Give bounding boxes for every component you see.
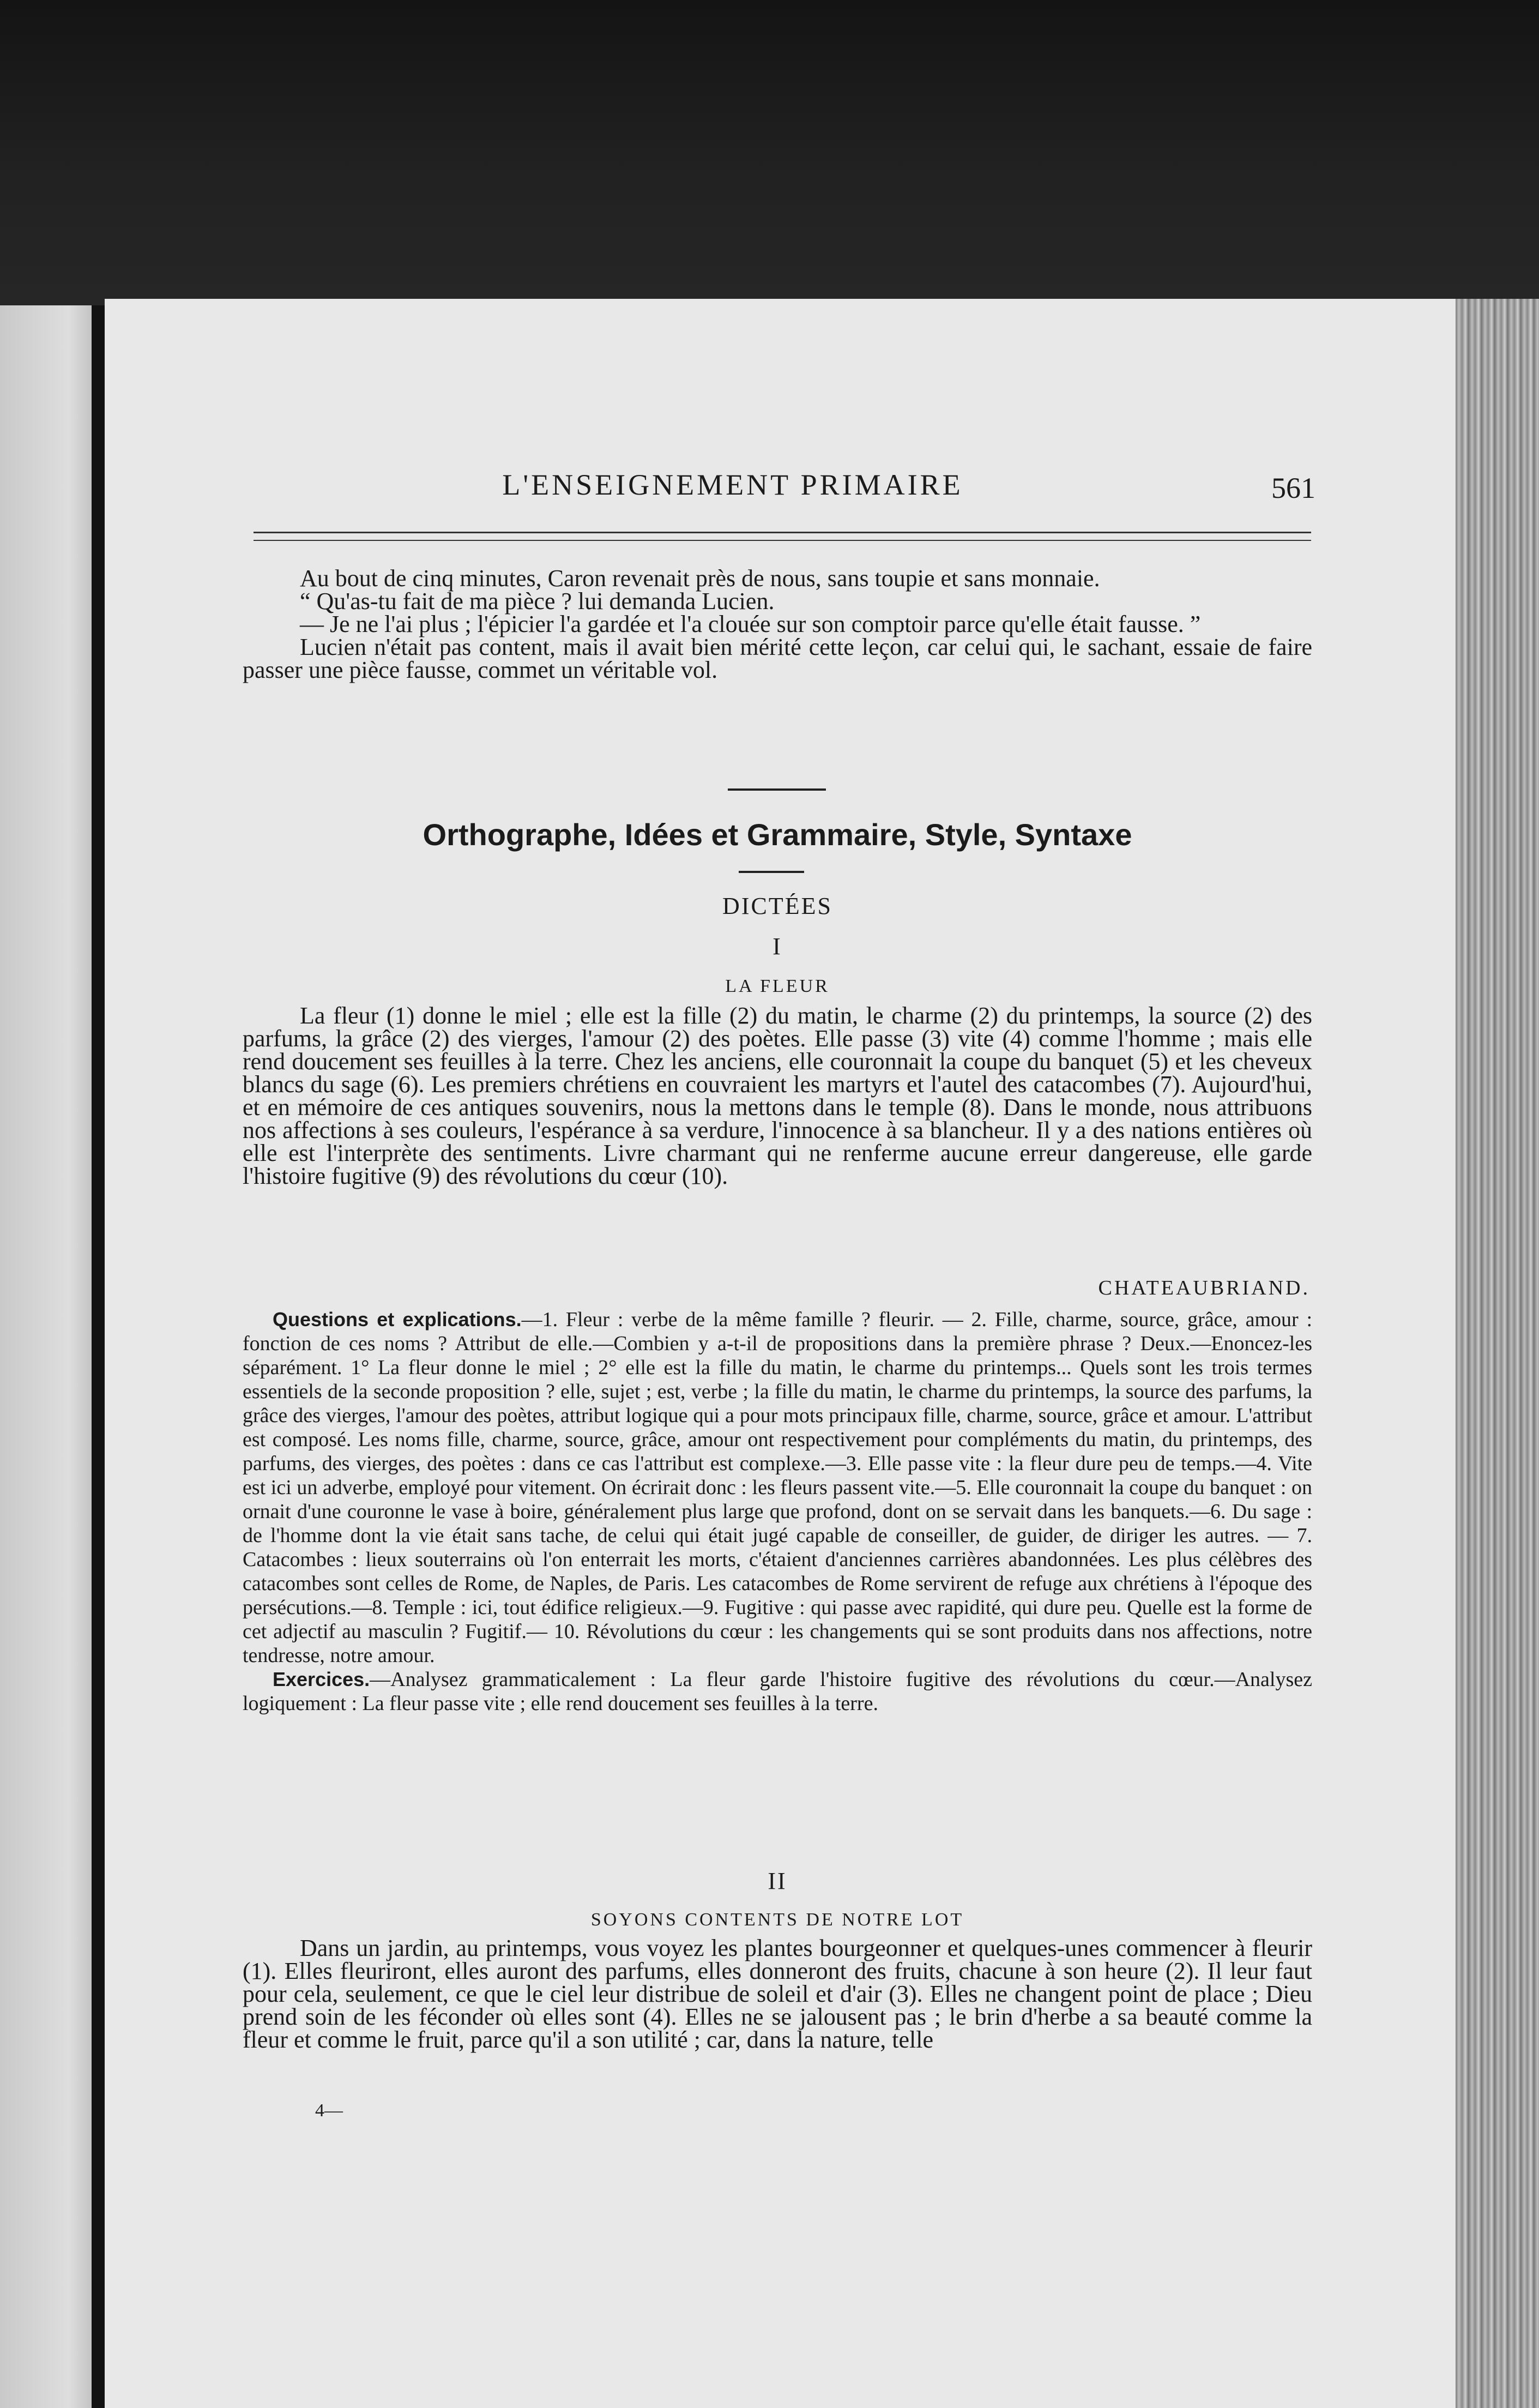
dictee-text <box>243 1937 1312 2051</box>
paragraph: “ Qu'as-tu fait de ma pièce ? lui demanda Lucien. <box>300 588 775 615</box>
separator-rule <box>739 871 804 873</box>
paragraph: — Je ne l'ai plus ; l'épicier l'a gardée et l'a clouée sur son comptoir parce qu'elle était fausse. ” <box>300 611 1201 637</box>
dictee-title: LA FLEUR <box>725 976 830 996</box>
facing-page-edge <box>0 305 98 2408</box>
paragraph: Dans un jardin, au printemps, vous voyez les plantes bourgeonner et quelques-unes commencer à fleurir (1). Elles fleuriront, elles auront des parfums, elles donneront des fruits, chacune à son heure (2). Il leur faut pour cela, seulement, ce que le ciel leur distribue de soleil et d'air (3). Elles ne changent point de place ; Dieu prend soin de les féconder où elles sont (4). Elles ne se jalousent pas ; le brin d'herbe a sa beauté comme la fleur et comme le fruit, parce qu'il a son utilité ; car, dans la nature, telle <box>243 1935 1312 2053</box>
paragraph: Lucien n'était pas content, mais il avait bien mérité cette leçon, car celui qui, le sachant, essaie de faire passer une pièce fausse, commet un véritable vol. <box>243 634 1312 683</box>
page-stack-edge <box>1456 299 1539 2408</box>
exercises-paragraph <box>243 1667 1312 1715</box>
intro-text <box>243 567 1312 682</box>
section-title: Orthographe, Idées et Grammaire, Style, Syntaxe <box>423 817 1132 852</box>
page-number: 561 <box>1271 472 1315 504</box>
signature-mark: 4— <box>315 2100 343 2121</box>
page-header <box>150 468 1315 504</box>
section-subtitle: DICTÉES <box>722 893 832 919</box>
scan-background-top <box>0 0 1539 305</box>
running-title: L'ENSEIGNEMENT PRIMAIRE <box>502 468 963 501</box>
author-name: CHATEAUBRIAND. <box>1098 1277 1310 1299</box>
separator-rule <box>728 788 826 791</box>
dictee-number: II <box>768 1868 787 1894</box>
exercises-text: —Analysez grammaticalement : La fleur garde l'histoire fugitive des révolutions du cœur.—Analysez logiquement : La fleur passe vite ; elle rend doucement ses feuilles à la terre. <box>243 1668 1312 1715</box>
book-gutter <box>92 305 106 2408</box>
dictee-title: SOYONS CONTENTS DE NOTRE LOT <box>590 1910 964 1930</box>
questions-label: Questions et explications. <box>273 1308 522 1331</box>
paragraph: La fleur (1) donne le miel ; elle est la fille (2) du matin, le charme (2) du printemps, la source (2) des parfums, la grâce (2) des vierges, l'amour (2) des poètes. Elle passe (3) vite (4) comme l'homme ; mais elle rend doucement ses feuilles à la terre. Chez les anciens, elle couronnait la coupe du banquet (5) et les cheveux blancs du sage (6). Les premiers chrétiens en couvraient les martyrs et l'autel des catacombes (7). Aujourd'hui, et en mémoire de ces antiques souvenirs, nous la mettons dans le temple (8). Dans le monde, nous attribuons nos affections à ses couleurs, l'espérance à sa verdure, l'innocence à sa blancheur. Il y a des nations entières où elle est l'interprète des sentiments. Livre charmant qui ne renferme aucune erreur dangereuse, elle garde l'histoire fugitive (9) des révolutions du cœur (10). <box>243 1002 1312 1189</box>
questions-text: —1. Fleur : verbe de la même famille ? fleurir. — 2. Fille, charme, source, grâce, amour : fonction de ces noms ? Attribut de elle.—Combien y a-t-il de propositions dans la première phrase ? Deux.—Enoncez-les séparément. 1° La fleur donne le miel ; 2° elle est la fille du matin, le charme du printemps... Quels sont les trois termes essentiels de la seconde proposition ? elle, sujet ; est, verbe ; la fille du matin, le charme du printemps, la source des parfums, la grâce des vierges, l'amour des poètes, attribut logique qui a pour mots principaux fille, charme, source, grâce et amour. L'attribut est composé. Les noms fille, charme, source, grâce, amour ont respectivement pour compléments du matin, du printemps, des parfums, des vierges, des poètes : dans ce cas l'attribut est complexe.—3. Elle passe vite : la fleur dure peu de temps.—4. Vite est ici un adverbe, employé pour vitement. On écrirait donc : les fleurs passent vite.—5. Elle couronnait la coupe du banquet : on ornait d'une couronne le vase à boire, généralement plus large que profond, dont on se servait dans les banquets.—6. Du sage : de l'homme dont la vie était sans tache, de celui qui était jugé capable de conseiller, de guider, de diriger les autres. — 7. Catacombes : lieux souterrains où l'on enterrait les morts, c'étaient d'anciennes carrières abandonnées. Les plus célèbres des catacombes sont celles de Rome, de Naples, de Paris. Les catacombes de Rome servirent de refuge aux chrétiens à l'époque des persécutions.—8. Temple : ici, tout édifice religieux.—9. Fugitive : qui passe avec rapidité, qui dure peu. Quelle est la forme de cet adjectif au masculin ? Fugitif.— 10. Révolutions du cœur : les changements qui se sont produits dans nos affections, notre tendresse, notre amour. <box>243 1308 1313 1667</box>
header-rule <box>254 532 1311 541</box>
dictee-number: I <box>772 933 782 960</box>
questions-block <box>243 1308 1312 1715</box>
questions-paragraph <box>243 1308 1312 1667</box>
paragraph: Au bout de cinq minutes, Caron revenait près de nous, sans toupie et sans monnaie. <box>300 565 1100 592</box>
exercises-label: Exercices. <box>273 1668 370 1690</box>
dictee-text <box>243 1004 1312 1188</box>
